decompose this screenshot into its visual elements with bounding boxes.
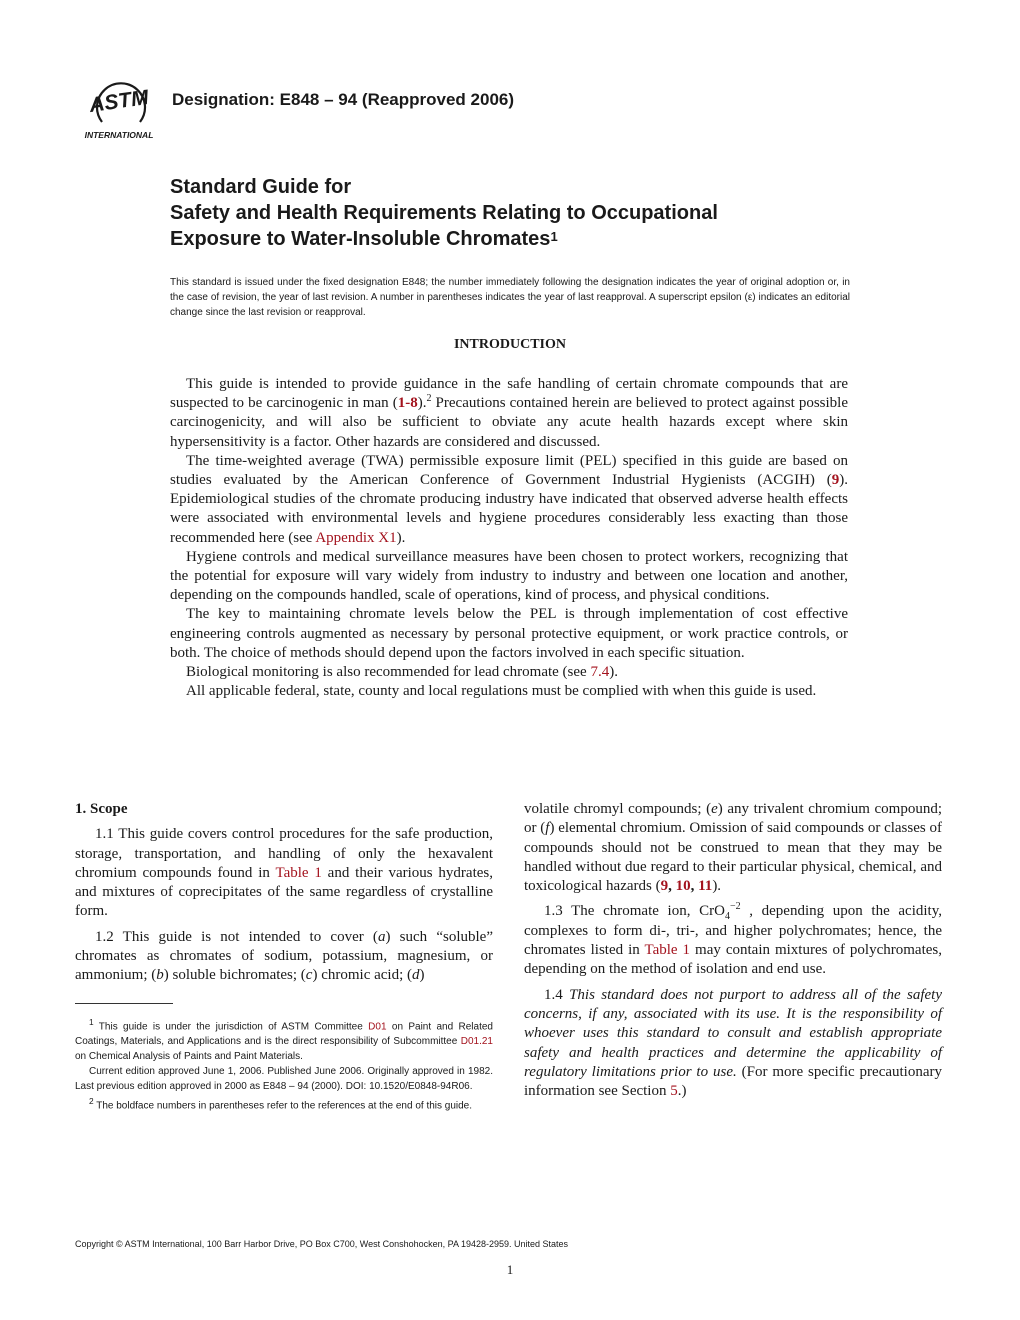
- section-5-link[interactable]: 5: [670, 1083, 678, 1100]
- title-line-3: [170, 226, 870, 252]
- reference-link-9b[interactable]: 9: [660, 878, 669, 895]
- intro-paragraph-4: The key to maintaining chromate levels below the PEL is through implementation of cost effective engineering controls augmented as necessary by personal protective equipment, or work practice controls, or both. The choice of methods should depend upon the factors involved in each specific situation.: [170, 606, 848, 661]
- chromate-subscript: 4: [724, 911, 730, 923]
- scope-heading: 1. Scope: [75, 801, 128, 817]
- intro-paragraph-2: [170, 452, 848, 548]
- section-1-3: [524, 902, 942, 979]
- section-1-2-text-e: ): [419, 967, 425, 984]
- section-7-4-link[interactable]: 7.4: [590, 664, 610, 681]
- section-1-2-continued: [524, 800, 942, 896]
- item-a: a: [377, 928, 386, 945]
- item-e: e: [711, 801, 718, 817]
- section-1-2-cont-text: volatile chromyl compounds; (: [524, 801, 712, 817]
- subcommittee-d01-21-link[interactable]: D01.21: [460, 1036, 493, 1048]
- title-line-2: Safety and Health Requirements Relating to Occupational: [170, 202, 718, 224]
- intro-paragraph-5: [170, 663, 848, 682]
- logo-subtext: INTERNATIONAL: [84, 130, 154, 140]
- footnote-mark-2: 2: [426, 393, 432, 405]
- section-1-4-safety-statement: This standard does not purport to address all of the safety concerns, if any, associated with its use. It is the responsibility of whoever uses this standard to consult and establish appropriate safety and health practices and determine the applicability of regulatory limitations prior to use.: [524, 986, 943, 1080]
- chromate-charge: −2: [729, 901, 741, 913]
- section-1-2-text: 1.2 This guide is not intended to cover (: [95, 928, 378, 945]
- intro-p1-text: This guide is intended to provide guidance in the safe handling of certain chromate compounds that are suspected to be carcinogenic in man (: [170, 376, 848, 412]
- intro-paragraph-1: [170, 375, 848, 452]
- section-1-3-text-b: , depending upon the acidity, complexes to form di-, tri-, and higher polychromates; hence, the chromates listed in: [524, 903, 942, 959]
- issued-note: This standard is issued under the fixed designation E848; the number immediately following the designation indicates the year of original adoption or, in the case of revision, the year of last revision. A number in parentheses indicates the year of last reapproval. A superscript epsilon (ε) indicates an editorial change since the last revision or reapproval.: [170, 277, 850, 318]
- reference-link-1-8[interactable]: 1-8: [397, 395, 418, 412]
- document-title: [170, 174, 870, 252]
- reference-link-10[interactable]: 10: [675, 878, 691, 895]
- title-line-1: Standard Guide for: [170, 176, 352, 198]
- item-d: d: [412, 967, 420, 984]
- ref-separator-1: ,: [668, 878, 676, 895]
- right-column: [524, 800, 942, 1101]
- intro-p1-text-b: ).: [417, 395, 427, 412]
- section-1-3-text: 1.3 The chromate ion, CrO: [544, 903, 725, 920]
- section-1-2-text-c: ) soluble bichromates; (: [163, 967, 306, 984]
- table-1-link-2[interactable]: Table 1: [644, 942, 691, 959]
- item-f: f: [545, 820, 550, 837]
- logo-text: ASTM: [87, 85, 150, 118]
- ref-separator-2: ,: [690, 878, 699, 895]
- intro-p2-text-b: ). Epidemiological studies of the chromate producing industry have indicated that observed adverse health effects were associated with environmental levels and hygiene procedures considerably less exacting than those recommended here (see: [170, 472, 848, 546]
- intro-paragraph-3: Hygiene controls and medical surveillance measures have been chosen to protect workers, recognizing that the potential for exposure will vary widely from industry to industry and between one location and another, depending on the compounds handled, scale of operations, kind of process, and physical conditions.: [170, 548, 848, 604]
- title-footnote-mark: 1: [550, 229, 558, 244]
- reference-link-11[interactable]: 11: [698, 878, 713, 895]
- footnote-1-text: This guide is under the jurisdiction of ASTM Committee: [93, 1021, 369, 1033]
- footnote-1-text-c: on Chemical Analysis of Paints and Paint Materials.: [75, 1051, 303, 1063]
- item-c: c: [305, 967, 313, 984]
- section-1-3-text-c: may contain mixtures of polychromates, depending on the method of isolation and end use.: [524, 942, 942, 978]
- page-number: 1: [506, 1262, 514, 1277]
- section-1-1: [75, 825, 493, 921]
- intro-p2-text-c: ).: [396, 529, 406, 546]
- section-1-2-cont-end: ).: [712, 878, 722, 895]
- item-b: b: [156, 967, 164, 984]
- section-1-2-cont-text-c: ) elemental chromium. Omission of said compounds or classes of compounds should not be construed to mean that they may be handled without due regard to their particular physical, chemical, and toxicological hazards (: [524, 820, 942, 895]
- intro-p5-text-b: ).: [609, 664, 618, 681]
- section-1-2-cont-text-b: ) any trivalent chromium compound; or (: [524, 801, 942, 837]
- intro-p2-text: The time-weighted average (TWA) permissible exposure limit (PEL) specified in this guide are based on studies evaluated by the American Conference of Government Industrial Hygienists (ACGIH) (: [170, 452, 848, 489]
- section-1-2: [75, 928, 493, 986]
- title-line-3-text: Exposure to Water-Insoluble Chromates: [170, 228, 551, 250]
- footnote-1-edition: Current edition approved June 1, 2006. Published June 2006. Originally approved in 1982. Last previous edition approved in 2000 as E848 – 94 (2000). DOI: 10.1520/E0848-94R06.: [75, 1066, 493, 1093]
- appendix-x1-link[interactable]: Appendix X1: [315, 529, 397, 546]
- footnote-2-text: The boldface numbers in parentheses refer to the references at the end of this guide.: [93, 1100, 473, 1112]
- table-1-link[interactable]: Table 1: [275, 864, 322, 881]
- section-1-1-text: 1.1 This guide covers control procedures for the safe production, storage, transportation, and handling of only the hexavalent chromium compounds found in: [75, 826, 493, 881]
- intro-paragraph-6: All applicable federal, state, county and local regulations must be complied with when this guide is used.: [186, 683, 817, 700]
- astm-logo: [74, 72, 164, 144]
- footnote-1-text-b: on Paint and Related Coatings, Materials, and Applications and is the direct responsibility of Subcommittee: [75, 1021, 493, 1048]
- footnote-1-mark: 1: [89, 1017, 94, 1027]
- intro-p1-text-c: Precautions contained herein are believed to protect against possible carcinogenicity, and will also be sufficient to obviate any acute health hazards except where skin hypersensitivity is a factor. Other hazards are considered and discussed.: [170, 395, 849, 450]
- section-1-4-text-c: .): [677, 1083, 687, 1100]
- introduction-heading: INTRODUCTION: [453, 337, 566, 352]
- footnote-1: [75, 1015, 493, 1064]
- section-1-1-text-b: and their various hydrates, and mixtures of coprecipitates of the same regardless of crystalline form.: [75, 864, 493, 920]
- reference-link-9[interactable]: 9: [831, 472, 840, 489]
- intro-p5-text: Biological monitoring is also recommended for lead chromate (see: [186, 664, 591, 681]
- left-column: [75, 800, 493, 986]
- committee-d01-link[interactable]: D01: [368, 1021, 387, 1033]
- section-1-4-number: 1.4: [544, 986, 570, 1003]
- section-1-2-text-b: ) such “soluble” chromates as chromates of sodium, potassium, magnesium, or ammonium; (: [75, 928, 493, 984]
- introduction-body: [170, 375, 848, 701]
- section-1-4: [524, 986, 942, 1102]
- designation: Designation: E848 – 94 (Reapproved 2006): [172, 90, 515, 109]
- footnotes: [75, 1015, 493, 1114]
- section-1-2-text-d: ) chromic acid; (: [312, 967, 413, 984]
- footnote-2: [75, 1094, 493, 1113]
- footnote-2-mark: 2: [89, 1096, 94, 1107]
- section-1-4-text-b: (For more specific precautionary information see Section: [524, 1063, 943, 1100]
- copyright: Copyright © ASTM International, 100 Barr Harbor Drive, PO Box C700, West Conshohocken, PA 19428-2959. United States: [75, 1239, 569, 1249]
- footnote-divider: [75, 1003, 173, 1004]
